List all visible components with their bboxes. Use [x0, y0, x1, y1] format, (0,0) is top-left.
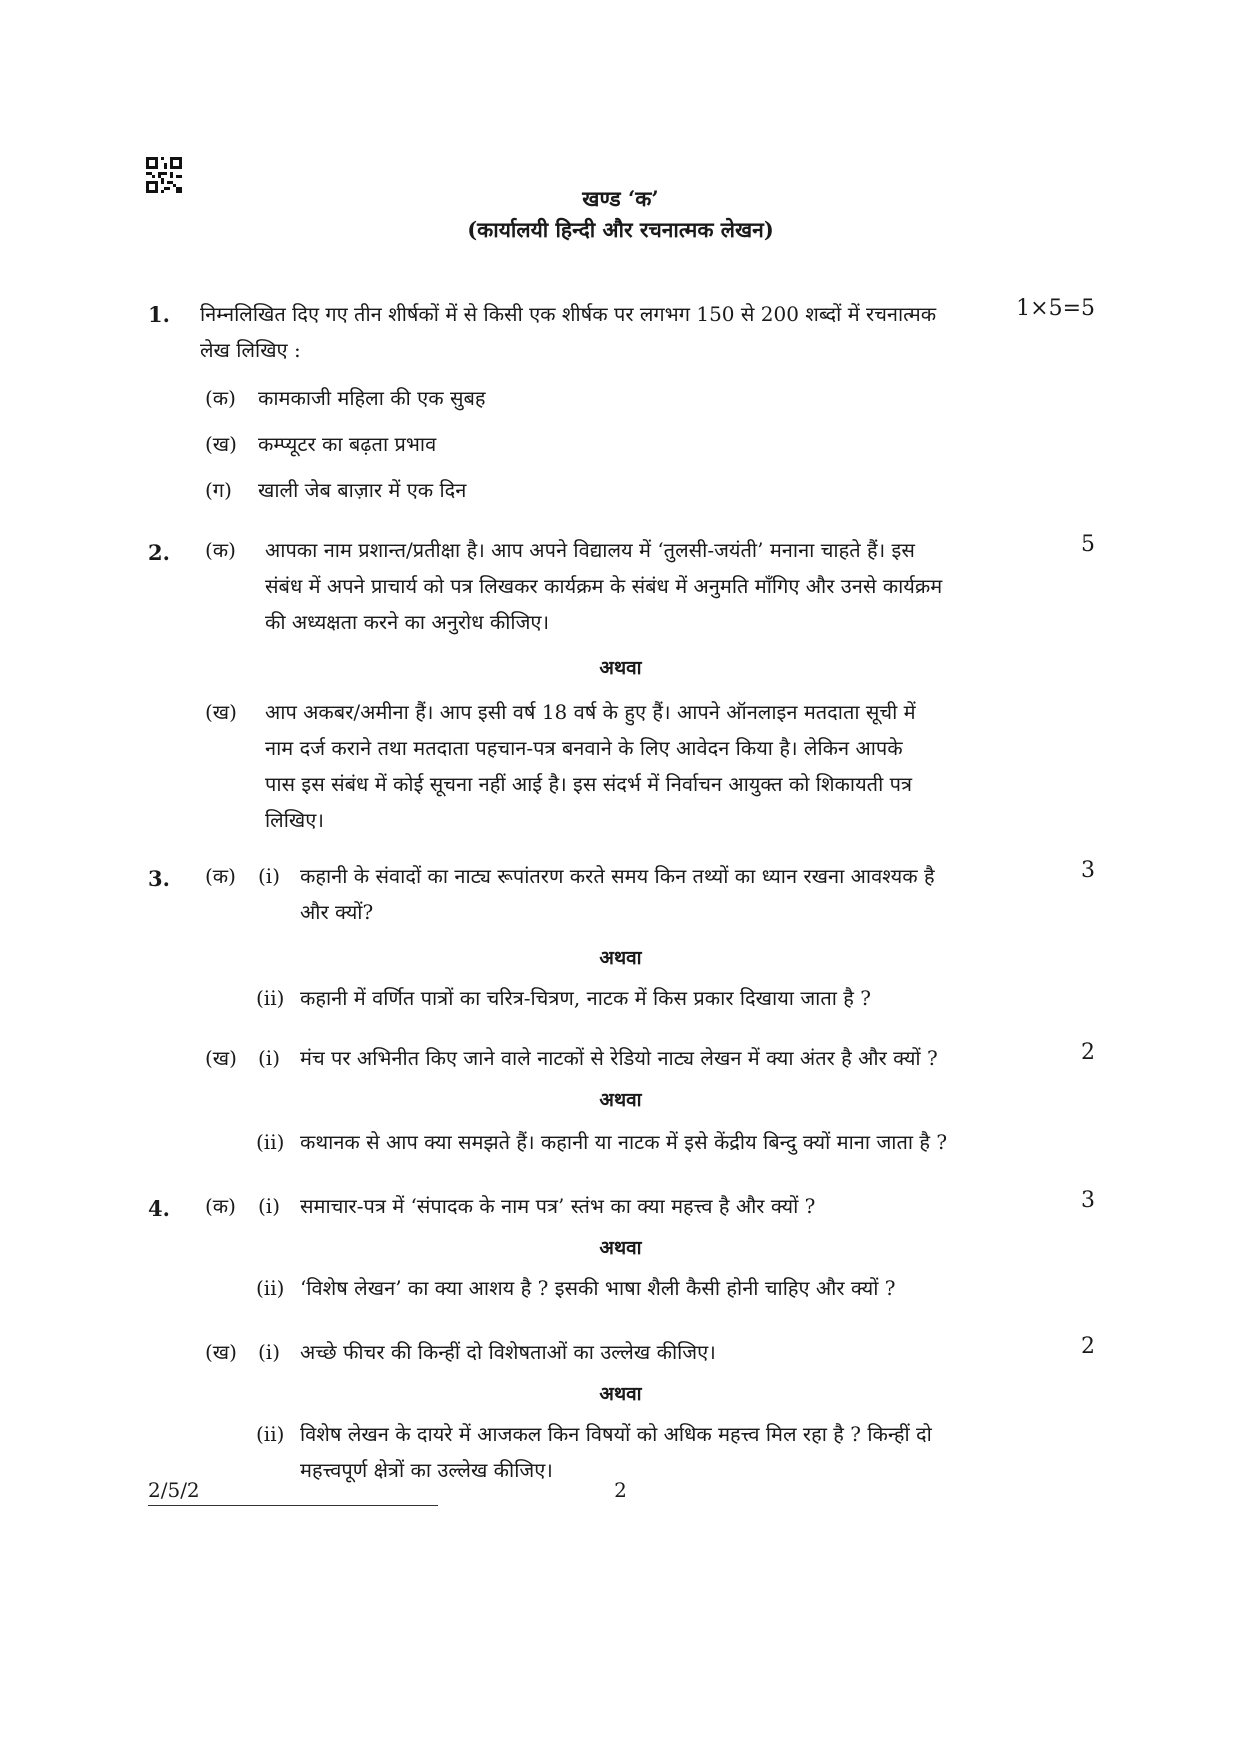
question-1-text-line2: लेख लिखिए : [200, 338, 301, 362]
question-3-a-marks: 3 [1081, 858, 1095, 883]
question-4-a-marks: 3 [1081, 1188, 1095, 1213]
question-3-b-marks: 2 [1081, 1040, 1095, 1065]
question-3-a-ii-label: (ii) [256, 986, 285, 1010]
question-1-option-label: (क) [205, 386, 236, 410]
question-4-b-ii-label: (ii) [256, 1422, 285, 1446]
or-divider: अथवा [599, 657, 642, 679]
section-title: खण्ड ‘क’ [582, 186, 659, 211]
question-2-part-b-label: (ख) [205, 700, 237, 724]
question-3-part-b-label: (ख) [205, 1046, 237, 1070]
question-number-3: 3. [148, 866, 170, 891]
question-4-b-i-text: अच्छे फीचर की किन्हीं दो विशेषताओं का उल्लेख कीजिए। [300, 1340, 716, 1364]
question-1-option-text: कम्प्यूटर का बढ़ता प्रभाव [258, 432, 437, 456]
question-2-part-b-line: पास इस संबंध में कोई सूचना नहीं आई है। इस संदर्भ में निर्वाचन आयुक्त को शिकायती पत्र [265, 772, 913, 796]
paper-code: 2/5/2 [148, 1478, 200, 1502]
question-number-1: 1. [148, 302, 170, 327]
section-subtitle: (कार्यालयी हिन्दी और रचनात्मक लेखन) [467, 217, 774, 242]
question-4-b-i-label: (i) [258, 1340, 281, 1364]
question-4-b-ii-line: महत्त्वपूर्ण क्षेत्रों का उल्लेख कीजिए। [300, 1458, 553, 1482]
question-4-a-i-text: समाचार-पत्र में ‘संपादक के नाम पत्र’ स्तंभ का क्या महत्त्व है और क्यों ? [300, 1194, 816, 1218]
question-3-b-ii-label: (ii) [256, 1130, 285, 1154]
question-1-marks: 1×5=5 [1016, 296, 1095, 321]
question-2-part-b-line: लिखिए। [265, 808, 324, 832]
page-number: 2 [614, 1478, 627, 1502]
question-2-part-b-line: आप अकबर/अमीना हैं। आप इसी वर्ष 18 वर्ष के हुए हैं। आपने ऑनलाइन मतदाता सूची में [265, 700, 916, 724]
question-2-part-a-line: संबंध में अपने प्राचार्य को पत्र लिखकर कार्यक्रम के संबंध में अनुमति माँगिए और उनसे कार्यक्रम [265, 574, 943, 598]
question-3-b-i-text: मंच पर अभिनीत किए जाने वाले नाटकों से रेडियो नाट्य लेखन में क्या अंतर है और क्यों ? [300, 1046, 938, 1070]
or-divider: अथवा [599, 947, 642, 969]
question-1-option-text: खाली जेब बाज़ार में एक दिन [258, 478, 467, 502]
question-3-a-i-line: और क्यों? [300, 900, 374, 924]
question-2-part-a-line: आपका नाम प्रशान्त/प्रतीक्षा है। आप अपने विद्यालय में ‘तुलसी-जयंती’ मनाना चाहते हैं। इस [265, 538, 915, 562]
question-3-b-ii-text: कथानक से आप क्या समझते हैं। कहानी या नाटक में इसे केंद्रीय बिन्दु क्यों माना जाता है ? [300, 1130, 948, 1154]
question-4-b-ii-line: विशेष लेखन के दायरे में आजकल किन विषयों को अधिक महत्त्व मिल रहा है ? किन्हीं दो [300, 1422, 932, 1446]
question-2-part-a-label: (क) [205, 538, 236, 562]
question-2-part-a-line: की अध्यक्षता करने का अनुरोध कीजिए। [265, 610, 550, 634]
question-number-4: 4. [148, 1196, 170, 1221]
question-4-a-i-label: (i) [258, 1194, 281, 1218]
question-3-a-i-line: कहानी के संवादों का नाट्य रूपांतरण करते समय किन तथ्यों का ध्यान रखना आवश्यक है [300, 864, 935, 888]
question-3-a-ii-text: कहानी में वर्णित पात्रों का चरित्र-चित्रण, नाटक में किस प्रकार दिखाया जाता है ? [300, 986, 872, 1010]
question-2-part-b-line: नाम दर्ज कराने तथा मतदाता पहचान-पत्र बनवाने के लिए आवेदन किया है। लेकिन आपके [265, 736, 903, 760]
question-4-part-b-label: (ख) [205, 1340, 237, 1364]
question-4-part-a-label: (क) [205, 1194, 236, 1218]
or-divider: अथवा [599, 1237, 642, 1259]
question-1-option-label: (ख) [205, 432, 237, 456]
question-1-option-text: कामकाजी महिला की एक सुबह [258, 386, 486, 410]
question-1-text-line1: निम्नलिखित दिए गए तीन शीर्षकों में से किसी एक शीर्षक पर लगभग 150 से 200 शब्दों में रचनात्मक [200, 302, 937, 326]
footer-rule [148, 1505, 438, 1506]
question-3-a-i-label: (i) [258, 864, 281, 888]
question-4-a-ii-text: ‘विशेष लेखन’ का क्या आशय है ? इसकी भाषा शैली कैसी होनी चाहिए और क्यों ? [300, 1276, 896, 1300]
question-1-option-label: (ग) [205, 478, 232, 502]
question-4-b-marks: 2 [1081, 1334, 1095, 1359]
question-2-marks: 5 [1081, 532, 1095, 557]
or-divider: अथवा [599, 1383, 642, 1405]
question-3-b-i-label: (i) [258, 1046, 281, 1070]
question-number-2: 2. [148, 540, 170, 565]
question-3-part-a-label: (क) [205, 864, 236, 888]
or-divider: अथवा [599, 1089, 642, 1111]
question-4-a-ii-label: (ii) [256, 1276, 285, 1300]
